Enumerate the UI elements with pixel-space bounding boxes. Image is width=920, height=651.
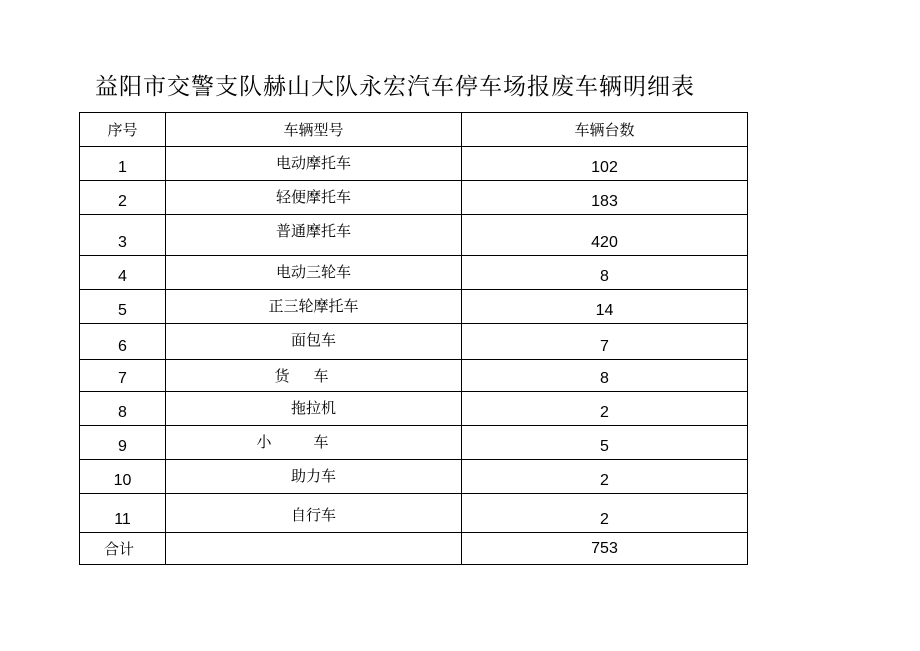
table-header-row — [80, 113, 748, 147]
row-count: 2 — [462, 392, 748, 426]
table-row — [80, 181, 748, 215]
header-index: 序号 — [80, 113, 166, 147]
row-model: 拖拉机 — [166, 392, 462, 426]
row-count: 102 — [462, 147, 748, 181]
row-index: 7 — [80, 360, 166, 392]
row-model: 轻便摩托车 — [166, 181, 462, 215]
header-count: 车辆台数 — [462, 113, 748, 147]
row-index: 10 — [80, 460, 166, 494]
total-model — [166, 533, 462, 565]
row-index: 11 — [80, 494, 166, 533]
row-model: 正三轮摩托车 — [166, 290, 462, 324]
total-label: 合计 — [80, 533, 166, 565]
row-count: 14 — [462, 290, 748, 324]
table-row — [80, 360, 748, 392]
total-row — [80, 533, 748, 565]
table-row — [80, 147, 748, 181]
table-row — [80, 494, 748, 533]
table-row — [80, 215, 748, 256]
row-count: 7 — [462, 324, 748, 360]
row-index: 2 — [80, 181, 166, 215]
row-count: 183 — [462, 181, 748, 215]
table-row — [80, 392, 748, 426]
row-count: 8 — [462, 360, 748, 392]
row-model: 电动三轮车 — [166, 256, 462, 290]
row-model: 自行车 — [166, 494, 462, 533]
vehicle-table — [79, 112, 748, 565]
row-index: 5 — [80, 290, 166, 324]
page-title: 益阳市交警支队赫山大队永宏汽车停车场报废车辆明细表 — [95, 74, 695, 100]
row-model: 助力车 — [166, 460, 462, 494]
row-count: 5 — [462, 426, 748, 460]
header-model: 车辆型号 — [166, 113, 462, 147]
table-row — [80, 256, 748, 290]
row-index: 4 — [80, 256, 166, 290]
row-count: 8 — [462, 256, 748, 290]
table-row — [80, 426, 748, 460]
table-row — [80, 290, 748, 324]
row-index: 8 — [80, 392, 166, 426]
row-model: 电动摩托车 — [166, 147, 462, 181]
row-model: 小车 — [166, 426, 462, 460]
row-count: 2 — [462, 460, 748, 494]
total-count: 753 — [462, 533, 748, 565]
table-row — [80, 460, 748, 494]
table-row — [80, 324, 748, 360]
row-model: 货车 — [166, 360, 462, 392]
row-index: 3 — [80, 215, 166, 256]
row-model: 面包车 — [166, 324, 462, 360]
row-count: 420 — [462, 215, 748, 256]
row-index: 6 — [80, 324, 166, 360]
row-model: 普通摩托车 — [166, 215, 462, 256]
row-index: 1 — [80, 147, 166, 181]
row-index: 9 — [80, 426, 166, 460]
row-count: 2 — [462, 494, 748, 533]
